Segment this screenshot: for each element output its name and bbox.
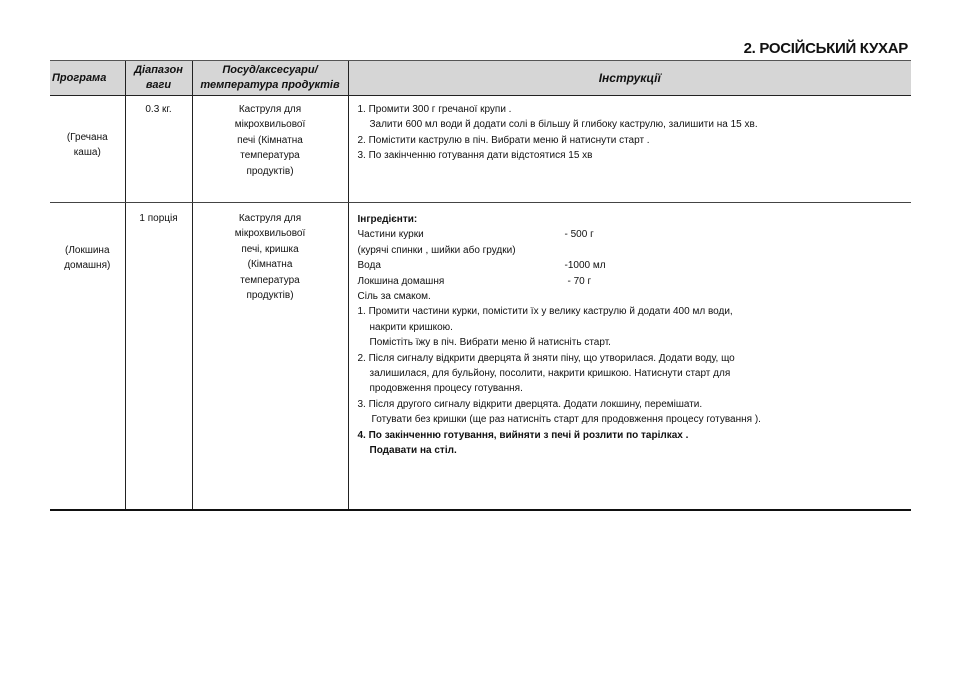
step-line: Готувати без кришки (ще раз натисніть старт для продовження процесу готування ). xyxy=(371,414,761,426)
instruction-line: 3. По закінченню готування дати відстоятися 15 хв xyxy=(357,150,593,162)
table-row xyxy=(50,203,911,511)
step-line: 1. Промити частини курки, помістити їх у велику каструлю й додати 400 мл води, xyxy=(357,306,733,318)
weight-cell: 1 порція xyxy=(125,203,192,511)
ingredient-row: Частини курки - 500 г xyxy=(357,229,594,241)
step-line: 2. Після сигналу відкрити дверцята й зняти піну, що утворилася. Додати воду, що xyxy=(357,352,735,364)
recipe-table xyxy=(50,60,911,511)
instruction-line: 2. Помістити каструлю в піч. Вибрати меню й натиснути старт . xyxy=(357,134,650,146)
header-program: Програма xyxy=(50,61,125,96)
instruction-line: Залити 600 мл води й додати солі в більшу й глибоку каструлю, залишити на 15 хв. xyxy=(369,119,758,131)
step-line: продовження процесу готування. xyxy=(369,383,523,395)
header-dishes: Посуд/аксесуари/ температура продуктів xyxy=(192,61,348,96)
weight-cell: 0.3 кг. xyxy=(125,96,192,203)
program-cell: (Локшина домашня) xyxy=(50,203,125,511)
table-header-row xyxy=(50,61,911,96)
step-line: залишилася, для бульйону, посолити, накрити кришкою. Натиснути старт для xyxy=(369,368,731,380)
dishes-cell: Каструля для мікрохвильової печі (Кімнатна температура продуктів) xyxy=(192,96,348,203)
ingredient-row: (курячі спинки , шийки або грудки) xyxy=(357,244,516,256)
header-weight-range: Діапазон ваги xyxy=(125,61,192,96)
instruction-line: 1. Промити 300 г гречаної крупи . xyxy=(357,104,512,115)
step-line: Подавати на стіл. xyxy=(369,445,457,457)
dishes-cell: Каструля для мікрохвильової печі, кришка (Кімнатна температура продуктів) xyxy=(192,203,348,511)
instructions-cell xyxy=(348,203,911,511)
section-title: 2. РОСІЙСЬКИЙ КУХАР xyxy=(743,40,908,57)
ingredient-row: Локшина домашня - 70 г xyxy=(357,275,592,287)
table-row xyxy=(50,96,911,203)
program-cell: (Гречана каша) xyxy=(50,96,125,203)
step-line: Помістіть їжу в піч. Вибрати меню й натисніть старт. xyxy=(369,337,611,349)
instructions-cell xyxy=(348,96,911,203)
ingredients-title: Інгредієнти: xyxy=(357,214,418,225)
step-line: 3. Після другого сигналу відкрити дверцята. Додати локшину, перемішати. xyxy=(357,398,703,410)
step-line: 4. По закінченню готування, вийняти з печі й розлити по тарілках . xyxy=(357,429,689,441)
header-instructions: Інструкції xyxy=(348,61,911,96)
ingredient-row: Сіль за смаком. xyxy=(357,291,431,303)
step-line: накрити кришкою. xyxy=(369,321,453,333)
ingredient-row: Вода -1000 мл xyxy=(357,260,606,272)
